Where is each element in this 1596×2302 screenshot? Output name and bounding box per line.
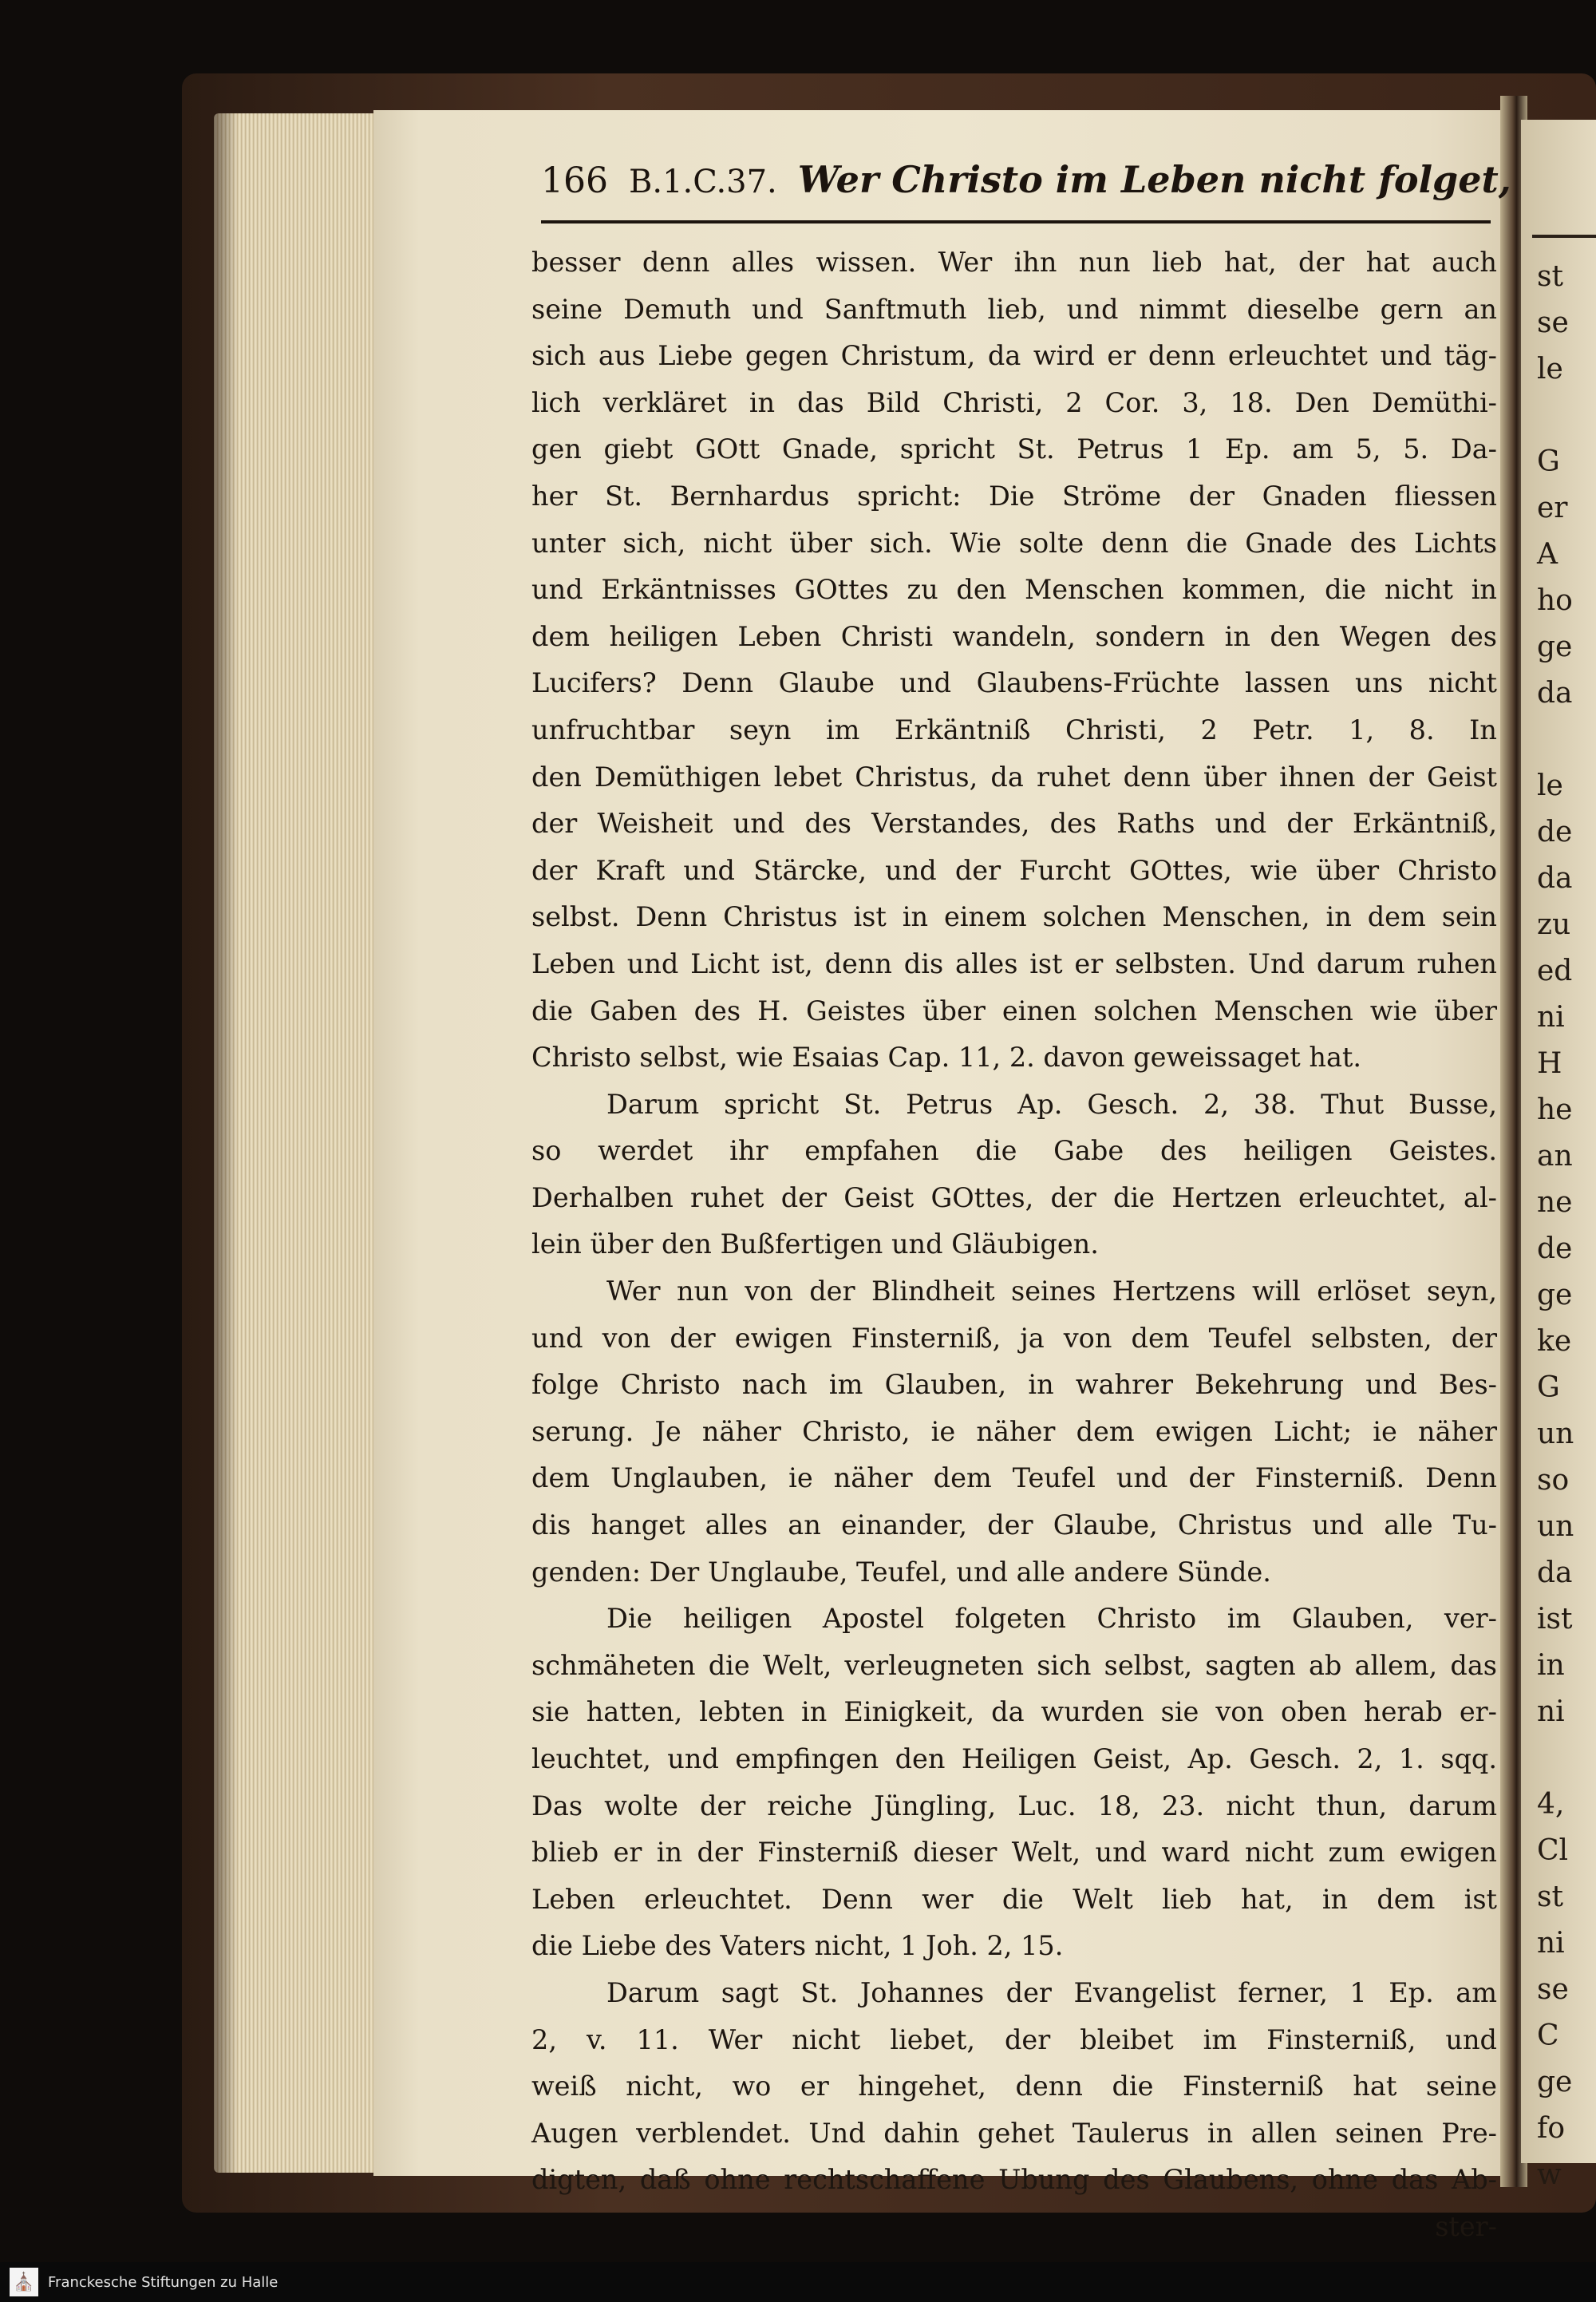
right-page-fragment: ge: [1537, 2066, 1573, 2098]
text-line: 2, v. 11. Wer nicht liebet, der bleibet im Finsterniß, und: [531, 2023, 1497, 2055]
right-page-fragment: da: [1537, 677, 1573, 710]
text-line: Leben und Licht ist, denn dis alles ist er selbsten. Und darum ruhen: [531, 947, 1497, 979]
text-line: der Kraft und Stärcke, und der Furcht GOttes, wie über Christo: [531, 854, 1497, 886]
right-page-fragment: ne: [1537, 1186, 1573, 1219]
right-page-fragment: so: [1537, 1464, 1570, 1497]
text-line: schmäheten die Welt, verleugneten sich selbst, sagten ab allem, das: [531, 1649, 1497, 1681]
text-line: Leben erleuchtet. Denn wer die Welt lieb hat, in dem ist: [531, 1883, 1497, 1915]
right-page-fragment: in: [1537, 1649, 1565, 1682]
right-page-fragment: ni: [1537, 1001, 1565, 1034]
right-page-fragment: de: [1537, 816, 1573, 848]
text-line: sie hatten, lebten in Einigkeit, da wurden sie von oben herab er-: [531, 1696, 1497, 1728]
text-line: Wer nun von der Blindheit seines Hertzens will erlöset seyn,: [606, 1276, 1497, 1307]
institution-logo-icon: ⛪: [10, 2268, 38, 2296]
right-page-fragment: se: [1537, 307, 1569, 339]
right-page-fragment: G: [1537, 1371, 1560, 1404]
text-line: den Demüthigen lebet Christus, da ruhet denn über ihnen der Geist: [531, 761, 1497, 793]
body-text: [531, 239, 1497, 2251]
text-line: Darum spricht St. Petrus Ap. Gesch. 2, 38. Thut Busse,: [606, 1088, 1497, 1120]
text-line: Christo selbst, wie Esaias Cap. 11, 2. davon geweissaget hat.: [531, 1042, 1362, 1074]
right-page-fragment: ke: [1537, 1325, 1572, 1358]
text-line: besser denn alles wissen. Wer ihn nun lieb hat, der hat auch: [531, 247, 1497, 278]
text-line: so werdet ihr empfahen die Gabe des heiligen Geistes.: [531, 1135, 1497, 1167]
right-page-fragment: ge: [1537, 631, 1573, 663]
right-page-fragment: [1537, 717, 1574, 763]
header-rule: [541, 220, 1491, 223]
right-page-fragment: le: [1537, 353, 1563, 386]
text-line: Das wolte der reiche Jüngling, Luc. 18, 23. nicht thun, darum: [531, 1790, 1497, 1821]
text-line: unter sich, nicht über sich. Wie solte denn die Gnade des Lichts: [531, 527, 1497, 559]
text-line: serung. Je näher Christo, ie näher dem ewigen Licht; ie näher: [531, 1415, 1497, 1447]
page-header: [541, 158, 1511, 214]
text-line: blieb er in der Finsterniß dieser Welt, und ward nicht zum ewigen: [531, 1837, 1497, 1869]
footer-bar: [0, 2262, 1596, 2302]
text-line: und von der ewigen Finsterniß, ja von dem Teufel selbsten, der: [531, 1322, 1497, 1354]
running-title: Wer Christo im Leben nicht folget,: [797, 158, 1511, 201]
right-page-fragment: st: [1537, 260, 1563, 293]
page-number: 166: [541, 160, 608, 201]
text-line: lein über den Bußfertigen und Gläubigen.: [531, 1228, 1099, 1260]
right-page-fragment: da: [1537, 862, 1573, 895]
text-line: Darum sagt St. Johannes der Evangelist ferner, 1 Ep. am: [606, 1976, 1497, 2008]
text-line: Derhalben ruhet der Geist GOttes, der die Hertzen erleuchtet, al-: [531, 1181, 1497, 1213]
right-page-fragment: C: [1537, 2019, 1559, 2052]
text-line: sich aus Liebe gegen Christum, da wird er denn erleuchtet und täg-: [531, 340, 1497, 372]
right-page-fragment: fo: [1537, 2112, 1565, 2145]
right-page-fragment: ni: [1537, 1927, 1565, 1960]
right-page-fragment: G: [1537, 445, 1560, 478]
right-page-fragment: H: [1537, 1047, 1562, 1080]
right-page-fragment: ni: [1537, 1695, 1565, 1728]
text-line: selbst. Denn Christus ist in einem solchen Menschen, in dem sein: [531, 901, 1497, 933]
right-page-fragment: st: [1537, 1881, 1563, 1913]
right-page-fragment: w: [1537, 2158, 1562, 2191]
right-page-fragment: an: [1537, 1140, 1573, 1173]
right-page-fragment: 4,: [1537, 1788, 1565, 1821]
catchword: ster-: [1435, 2210, 1497, 2242]
right-page-fragment: ho: [1537, 584, 1573, 617]
text-line: leuchtet, und empfingen den Heiligen Geist, Ap. Gesch. 2, 1. sqq.: [531, 1743, 1497, 1774]
text-line: und Erkäntnisses GOttes zu den Menschen kommen, die nicht in: [531, 574, 1497, 606]
text-line: der Weisheit und des Verstandes, des Raths und der Erkäntniß,: [531, 808, 1497, 840]
text-line: digten, daß ohne rechtschaffene Ubung des Glaubens, ohne das Ab-: [531, 2164, 1497, 2196]
text-line: die Liebe des Vaters nicht, 1 Joh. 2, 15.: [531, 1930, 1064, 1962]
text-line: Augen verblendet. Und dahin gehet Taulerus in allen seinen Pre-: [531, 2117, 1497, 2149]
right-page-fragment: A: [1537, 538, 1558, 571]
section-reference: B.1.C.37.: [628, 164, 777, 200]
right-page-fragment: un: [1537, 1418, 1574, 1450]
right-page-fragment: un: [1537, 1510, 1574, 1543]
right-page-fragment: ed: [1537, 955, 1573, 987]
right-page-fragment: [1537, 393, 1574, 439]
right-page-fragment: de: [1537, 1232, 1573, 1265]
page-edges-shadow: [214, 113, 238, 2173]
text-line: dis hanget alles an einander, der Glaube, Christus und alle Tu-: [531, 1509, 1497, 1541]
text-line: dem Unglauben, ie näher dem Teufel und der Finsterniß. Denn: [531, 1462, 1497, 1494]
text-line: unfruchtbar seyn im Erkäntniß Christi, 2 Petr. 1, 8. In: [531, 714, 1497, 746]
text-line: gen giebt GOtt Gnade, spricht St. Petrus 1 Ep. am 5, 5. Da-: [531, 433, 1497, 465]
page-edges: [214, 113, 381, 2173]
right-page-fragment: [1537, 1735, 1574, 1782]
right-page-fragment: ist: [1537, 1603, 1573, 1636]
text-line: her St. Bernhardus spricht: Die Ströme der Gnaden fliessen: [531, 480, 1497, 512]
institution-name: Franckesche Stiftungen zu Halle: [48, 2273, 279, 2291]
right-page-fragment: zu: [1537, 908, 1571, 941]
text-line: dem heiligen Leben Christi wandeln, sondern in den Wegen des: [531, 620, 1497, 652]
text-line: Die heiligen Apostel folgeten Christo im Glauben, ver-: [606, 1603, 1497, 1635]
right-page-header-rule: [1532, 235, 1596, 238]
right-page-fragment: ge: [1537, 1279, 1573, 1311]
text-line: lich verkläret in das Bild Christi, 2 Cor. 3, 18. Den Demüthi-: [531, 386, 1497, 418]
right-page: [1521, 120, 1596, 2191]
text-line: seine Demuth und Sanftmuth lieb, und nimmt dieselbe gern an: [531, 293, 1497, 325]
right-page-fragment: he: [1537, 1094, 1573, 1126]
right-page-fragments: [1537, 254, 1574, 2198]
right-page-fragment: Cl: [1537, 1834, 1569, 1867]
text-line: Lucifers? Denn Glaube und Glaubens-Früchte lassen uns nicht: [531, 667, 1497, 699]
text-line: genden: Der Unglaube, Teufel, und alle andere Sünde.: [531, 1556, 1271, 1588]
text-line: weiß nicht, wo er hingehet, denn die Finsterniß hat seine: [531, 2071, 1497, 2102]
text-line: die Gaben des H. Geistes über einen solchen Menschen wie über: [531, 995, 1497, 1026]
right-page-fragment: er: [1537, 492, 1568, 524]
text-line: folge Christo nach im Glauben, in wahrer Bekehrung und Bes-: [531, 1369, 1497, 1401]
right-page-fragment: se: [1537, 1973, 1569, 2006]
right-page-fragment: da: [1537, 1556, 1573, 1589]
right-page-fragment: le: [1537, 769, 1563, 802]
